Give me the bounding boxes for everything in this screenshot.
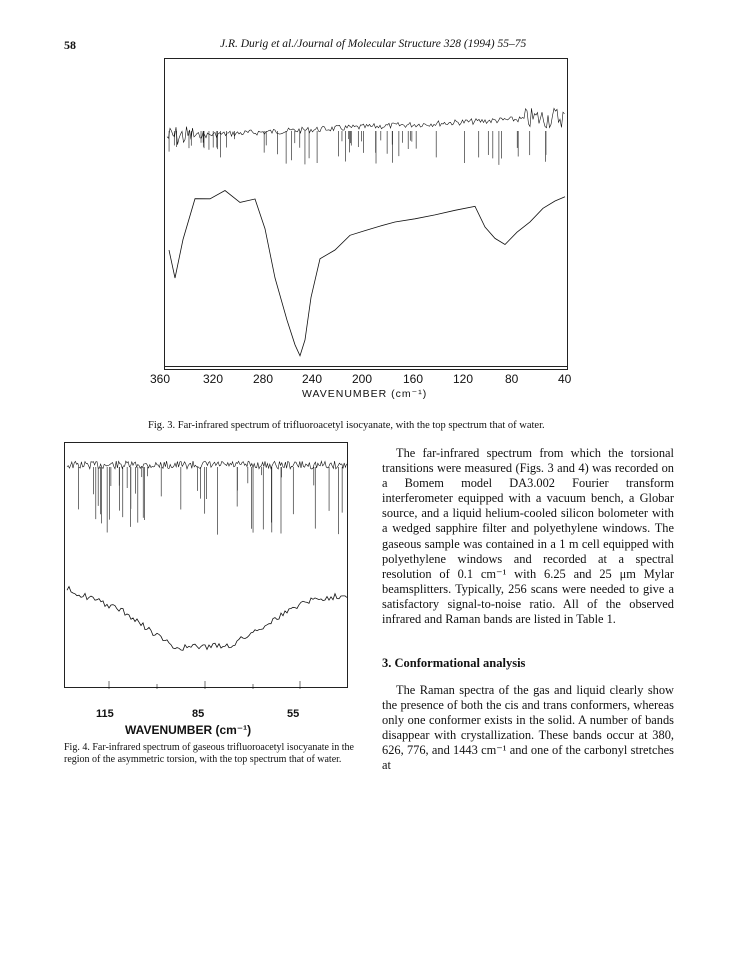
running-header: J.R. Durig et al./Journal of Molecular Structure 328 (1994) 55–75	[220, 38, 527, 50]
figure-3-caption: Fig. 3. Far-infrared spectrum of trifluoroacetyl isocyanate, with the top spectrum that of water.	[148, 420, 545, 431]
figure-3-x-axis	[164, 366, 568, 367]
section-heading: 3. Conformational analysis	[382, 656, 526, 670]
body-paragraph-experimental: The far-infrared spectrum from which the torsional transitions were measured (Figs. 3 and 4) was recorded on a Bomem model DA3.002 Fourier transform interferometer equipped with a vacuum bench, a Globar source, and a liquid helium-cooled silicon bolometer with a wedged sapphire filter and polyethylene windows. The gaseous sample was contained in a 1 m cell equipped with polyethylene windows and recorded at a spectral resolution of 0.1 cm⁻¹ with 6.25 and 25 μm Mylar beamsplitters. Typically, 256 scans were needed to give a satisfactory signal-to-noise ratio. All of the observed infrared and Raman bands are listed in Table 1.	[382, 446, 674, 627]
figure-4-plot-frame	[64, 442, 348, 688]
figure-3-tick-label: 280	[253, 372, 274, 386]
figure-3-plot-frame	[164, 58, 568, 370]
sample-spectrum-trace	[169, 191, 565, 356]
page-number: 58	[64, 38, 76, 52]
figure-4-x-axis-title: WAVENUMBER (cm⁻¹)	[125, 723, 252, 737]
sample-spectrum-trace	[67, 587, 347, 651]
figure-4-tick-label: 115	[96, 708, 114, 720]
figure-4-tick-label: 85	[192, 708, 205, 720]
figure-4-caption: Fig. 4. Far-infrared spectrum of gaseous trifluoroacetyl isocyanate in the region of the asymmetric torsion, with the top spectrum that of water.	[64, 742, 354, 765]
figure-3-tick-label: 320	[203, 372, 224, 386]
figure-4-tick-label: 55	[287, 708, 300, 720]
figure-3-tick-label: 120	[453, 372, 474, 386]
body-paragraph-conformational: The Raman spectra of the gas and liquid clearly show the presence of both the cis and trans conformers, whereas only one conformer exists in the solid. A number of bands disappear with crystallization. These bands occur at 380, 626, 776, and 1443 cm⁻¹ and one of the carbonyl stretches at	[382, 683, 674, 773]
figure-3-tick-label: 160	[403, 372, 424, 386]
figure-4-spectra	[65, 443, 349, 689]
figure-3-x-axis-title: WAVENUMBER (cm⁻¹)	[302, 388, 428, 400]
figure-3-tick-label: 40	[558, 372, 572, 386]
figure-3-spectra	[165, 59, 569, 371]
figure-3-tick-label: 360	[150, 372, 171, 386]
figure-3-tick-label: 240	[302, 372, 323, 386]
figure-3-tick-label: 200	[352, 372, 373, 386]
figure-3-tick-label: 80	[505, 372, 519, 386]
